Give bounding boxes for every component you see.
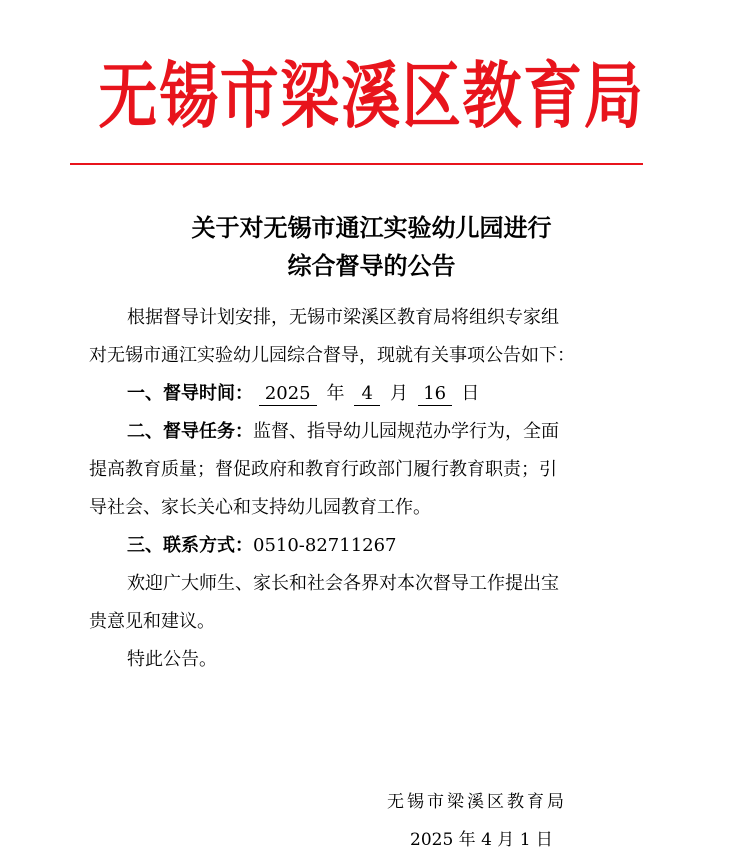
contact-phone: 0510-82711267 bbox=[253, 535, 397, 556]
masthead-title: 无锡市梁溪区教育局 bbox=[98, 53, 645, 138]
supervision-task-line-2: 提高教育质量；督促政府和教育行政部门履行教育职责；引 bbox=[89, 459, 557, 480]
supervision-task-text-1: 监督、指导幼儿园规范办学行为，全面 bbox=[253, 421, 559, 442]
supervision-time-label: 一、督导时间： bbox=[127, 383, 253, 404]
supervision-task-line-1 bbox=[127, 417, 559, 447]
notice-title-line-1: 关于对无锡市通江实验幼儿园进行 bbox=[191, 213, 552, 242]
masthead-red-rule bbox=[70, 163, 643, 165]
contact-label: 三、联系方式： bbox=[127, 535, 253, 556]
day-unit: 日 bbox=[461, 383, 480, 404]
notice-title-line-2: 综合督导的公告 bbox=[287, 251, 456, 280]
contact-line bbox=[127, 531, 397, 561]
supervision-day-value: 16 bbox=[418, 383, 452, 406]
month-unit: 月 bbox=[389, 383, 408, 404]
supervision-time-line bbox=[127, 379, 483, 409]
supervision-year-value: 2025 bbox=[259, 383, 317, 406]
intro-paragraph-line-1: 根据督导计划安排，无锡市梁溪区教育局将组织专家组 bbox=[127, 307, 559, 328]
intro-paragraph-line-2: 对无锡市通江实验幼儿园综合督导，现就有关事项公告如下： bbox=[89, 345, 575, 366]
supervision-task-line-3: 导社会、家长关心和支持幼儿园教育工作。 bbox=[89, 497, 431, 518]
closing-line: 特此公告。 bbox=[127, 649, 217, 670]
signature-org: 无锡市梁溪区教育局 bbox=[387, 792, 567, 812]
welcome-line-1: 欢迎广大师生、家长和社会各界对本次督导工作提出宝 bbox=[127, 573, 559, 594]
supervision-task-label: 二、督导任务： bbox=[127, 421, 253, 442]
welcome-line-2: 贵意见和建议。 bbox=[89, 611, 215, 632]
supervision-month-value: 4 bbox=[354, 383, 380, 406]
signature-date: 2025 年 4 月 1 日 bbox=[410, 830, 553, 850]
year-unit: 年 bbox=[326, 383, 345, 404]
